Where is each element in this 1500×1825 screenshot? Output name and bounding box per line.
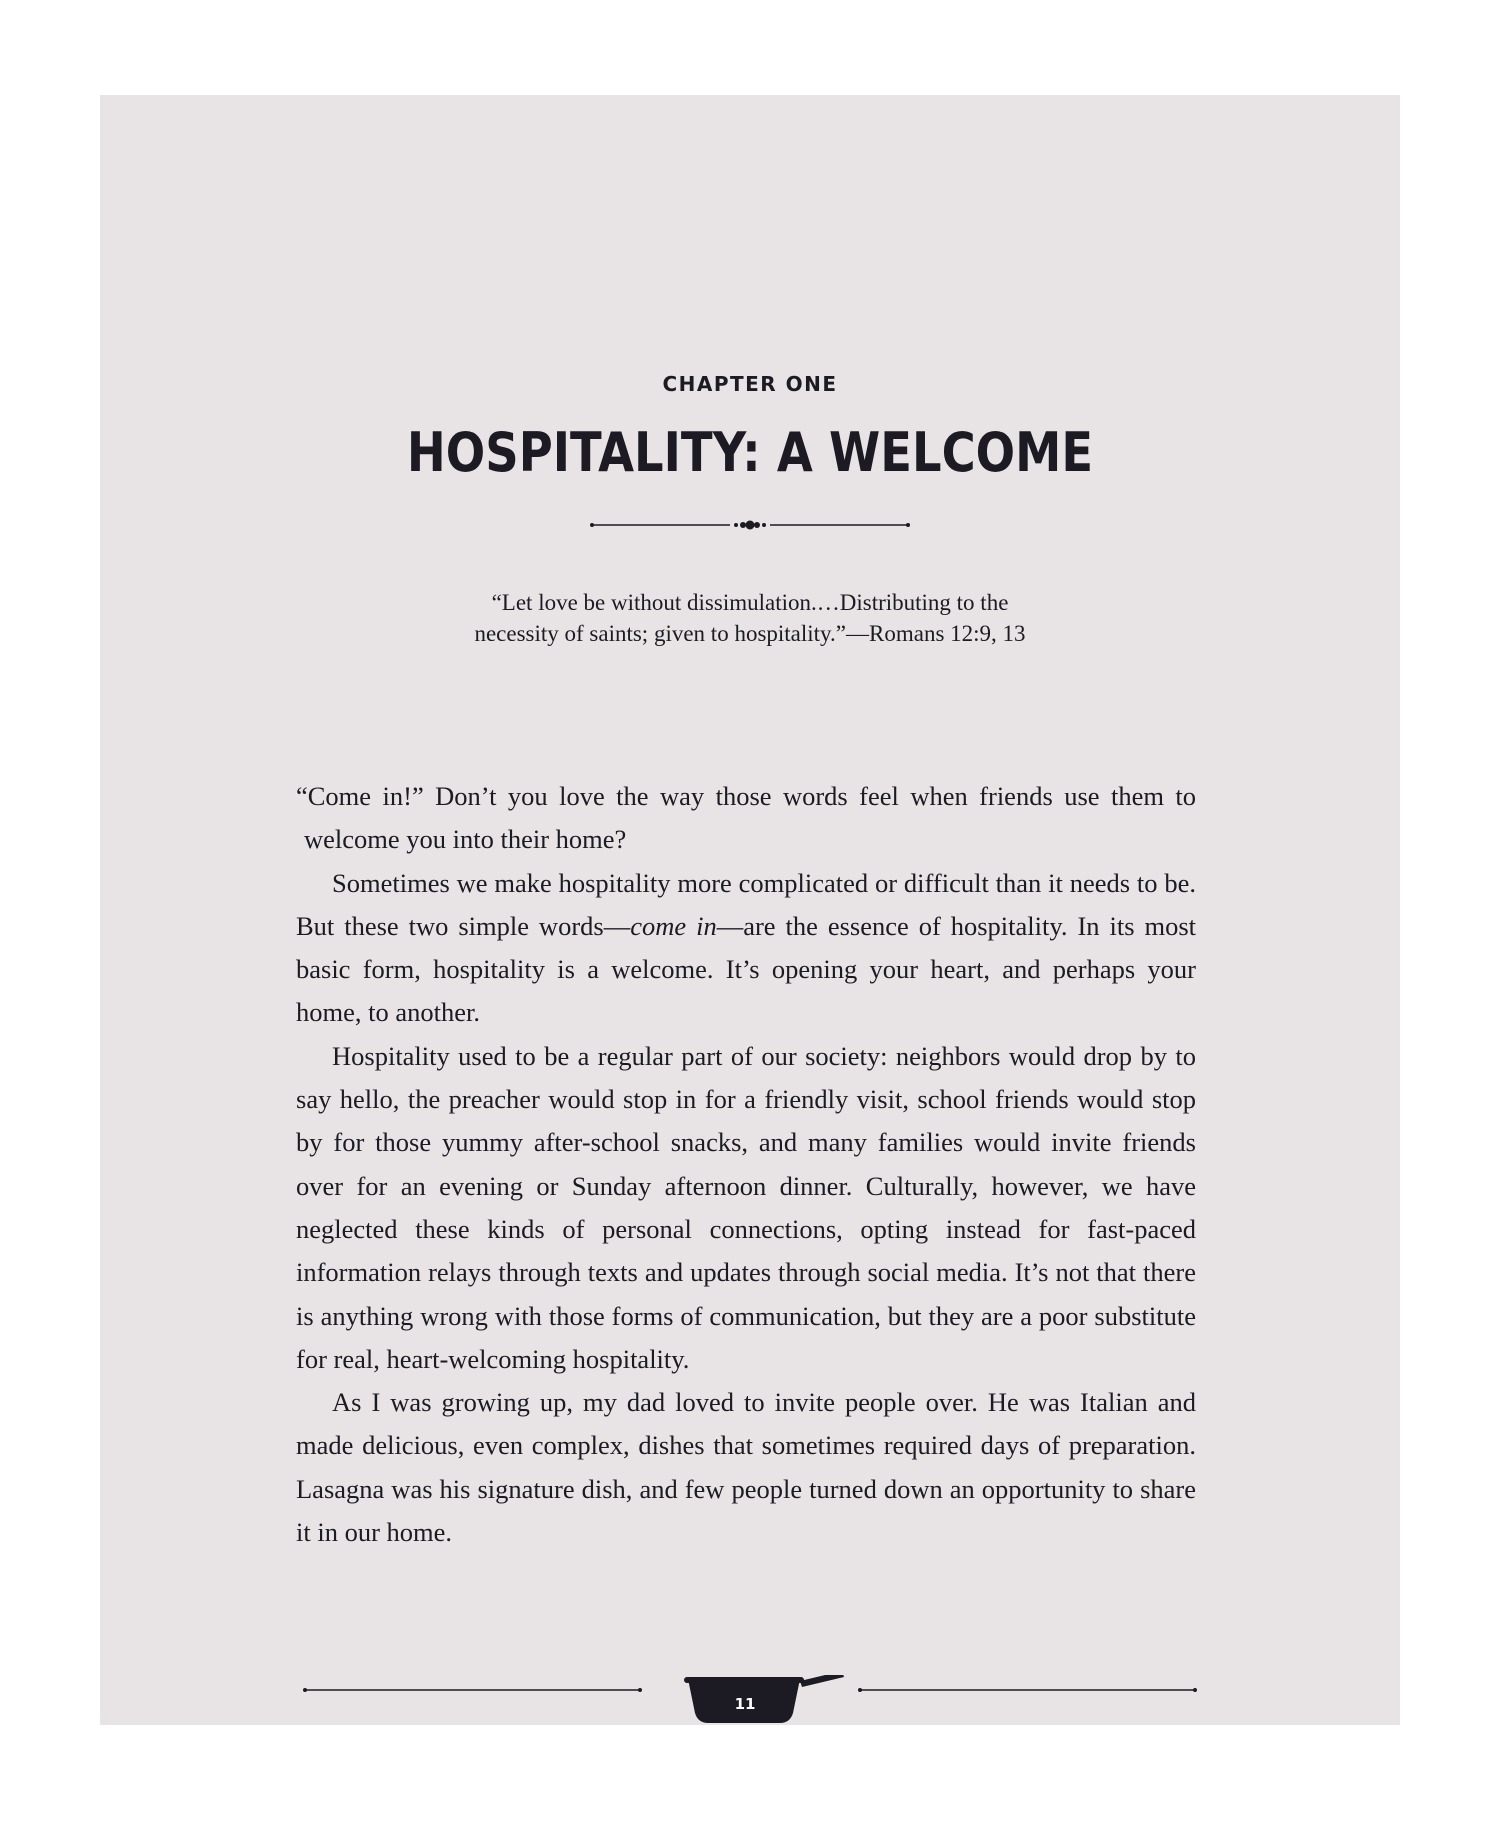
book-page	[100, 95, 1400, 1725]
skillet-icon	[684, 1675, 844, 1723]
page-number: 11	[734, 1695, 756, 1713]
epigraph-quote	[440, 587, 1060, 649]
paragraph-2	[296, 862, 1196, 1035]
paragraph-1: “Come in!” Don’t you love the way those words feel when friends use them to welcome you into their home?	[296, 781, 1196, 855]
paragraph-2-part-1: Sometimes we make hospitality more complicated or difficult than it needs to be. But these two simple words—	[296, 867, 1196, 941]
epigraph-line-2: necessity of saints; given to hospitality.”—Romans 12:9, 13	[474, 621, 1026, 646]
paragraph-3: Hospitality used to be a regular part of our society: neighbors would drop by to say hello, the preacher would stop in for a friendly visit, school friends would stop by for those yummy after-school snacks, and many families would invite friends over for an evening or Sunday afternoon dinner. Culturally, however, we have neglected these kinds of personal connections, opting instead for fast-paced information relays through texts and updates through social media. It’s not that there is anything wrong with those forms of communication, but they are a poor substitute for real, heart-welcoming hospitality.	[296, 1040, 1196, 1374]
paragraph-2-part-2: —are the essence of hospitality. In its most basic form, hospitality is a welcome. It’s opening your heart, and perhaps your home, to another.	[296, 910, 1196, 1028]
paragraph-4: As I was growing up, my dad loved to invite people over. He was Italian and made delicious, even complex, dishes that sometimes required days of preparation. Lasagna was his signature dish, and few people turned down an opportunity to share it in our home.	[296, 1387, 1196, 1548]
footer-rule-left	[303, 1688, 642, 1692]
page-footer	[100, 1675, 1400, 1735]
chapter-body	[296, 775, 1196, 1554]
title-ornament-divider	[590, 515, 910, 535]
footer-rule-right	[858, 1688, 1197, 1692]
chapter-label: CHAPTER ONE	[662, 372, 838, 396]
chapter-title: HOSPITALITY: A WELCOME	[406, 421, 1094, 484]
paragraph-2-emphasis: come in	[630, 910, 717, 941]
epigraph-line-1: “Let love be without dissimulation.…Distributing to the	[491, 590, 1009, 615]
